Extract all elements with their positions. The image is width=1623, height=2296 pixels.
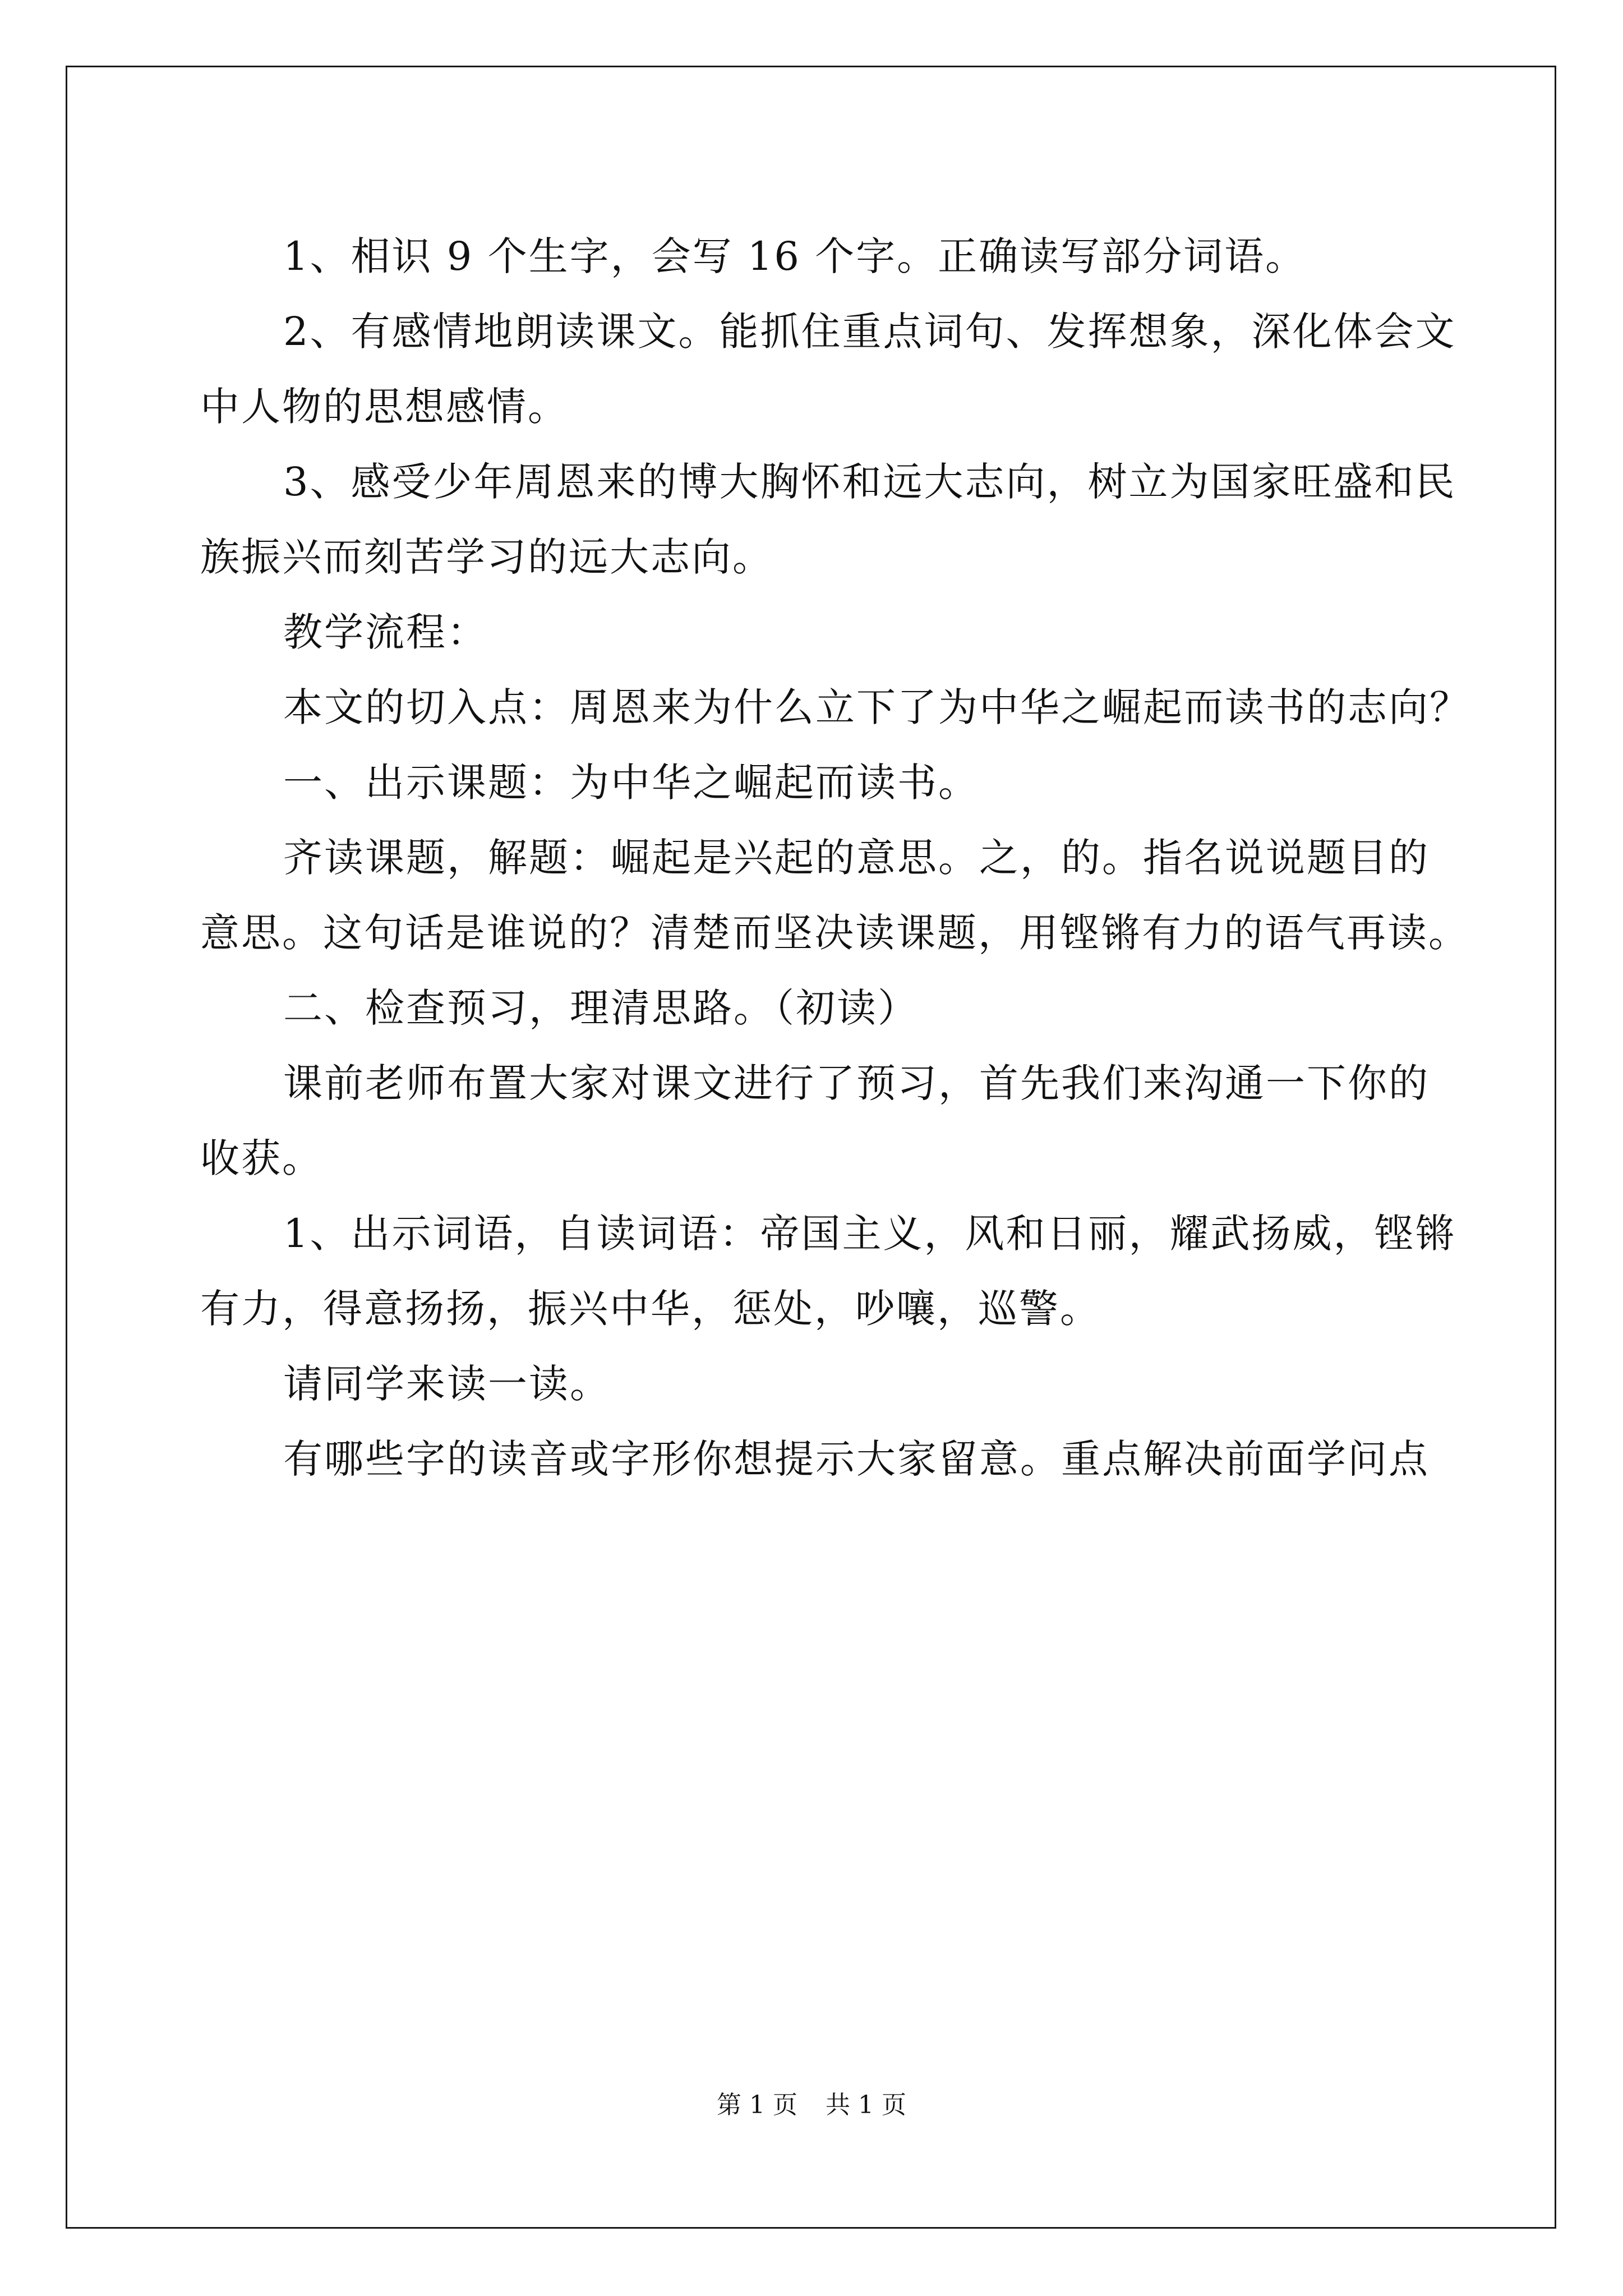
text-line: 意思。这句话是谁说的？清楚而坚决读课题，用铿锵有力的语气再读。 bbox=[200, 910, 1469, 956]
paragraph bbox=[200, 219, 1434, 294]
paragraph bbox=[200, 1346, 1434, 1421]
text-line: 课前老师布置大家对课文进行了预习，首先我们来沟通一下你的 bbox=[283, 1060, 1430, 1106]
paragraph bbox=[200, 1046, 1434, 1196]
text-line: 二、检查预习，理清思路。（初读） bbox=[283, 985, 919, 1031]
paragraph bbox=[200, 970, 1434, 1046]
text-line: 1、出示词语，自读词语：帝国主义，风和日丽，耀武扬威，铿锵 bbox=[283, 1211, 1456, 1257]
page-footer bbox=[0, 2090, 1623, 2121]
text-line: 本文的切入点：周恩来为什么立下了为中华之崛起而读书的志向？ bbox=[283, 684, 1470, 730]
text-line: 1、相识 9 个生字，会写 16 个字。正确读写部分词语。 bbox=[283, 233, 1307, 279]
text-line: 有哪些字的读音或字形你想提示大家留意。重点解决前面学问点 bbox=[283, 1436, 1430, 1482]
text-line: 收获。 bbox=[200, 1135, 323, 1181]
text-line: 齐读课题，解题：崛起是兴起的意思。之，的。指名说说题目的 bbox=[283, 835, 1430, 881]
text-line: 中人物的思想感情。 bbox=[200, 384, 569, 430]
paragraph bbox=[200, 745, 1434, 820]
paragraph bbox=[200, 1421, 1434, 1497]
page-total: 共 1 页 bbox=[826, 2091, 906, 2119]
text-line: 2、有感情地朗读课文。能抓住重点词句、发挥想象，深化体会文 bbox=[283, 309, 1456, 355]
text-line: 3、感受少年周恩来的博大胸怀和远大志向，树立为国家旺盛和民 bbox=[283, 459, 1456, 505]
page-number: 第 1 页 bbox=[717, 2091, 797, 2119]
text-line: 有力，得意扬扬，振兴中华，惩处，吵嚷，巡警。 bbox=[200, 1286, 1101, 1332]
text-line: 族振兴而刻苦学习的远大志向。 bbox=[200, 534, 773, 580]
paragraph bbox=[200, 294, 1456, 444]
document-body bbox=[200, 219, 1470, 1497]
text-line: 教学流程： bbox=[283, 609, 488, 655]
paragraph bbox=[200, 1196, 1456, 1346]
paragraph bbox=[200, 595, 1434, 670]
paragraph bbox=[200, 670, 1470, 745]
text-line: 请同学来读一读。 bbox=[283, 1361, 611, 1407]
paragraph bbox=[200, 820, 1469, 970]
paragraph bbox=[200, 444, 1456, 595]
text-line: 一、出示课题：为中华之崛起而读书。 bbox=[283, 760, 979, 806]
